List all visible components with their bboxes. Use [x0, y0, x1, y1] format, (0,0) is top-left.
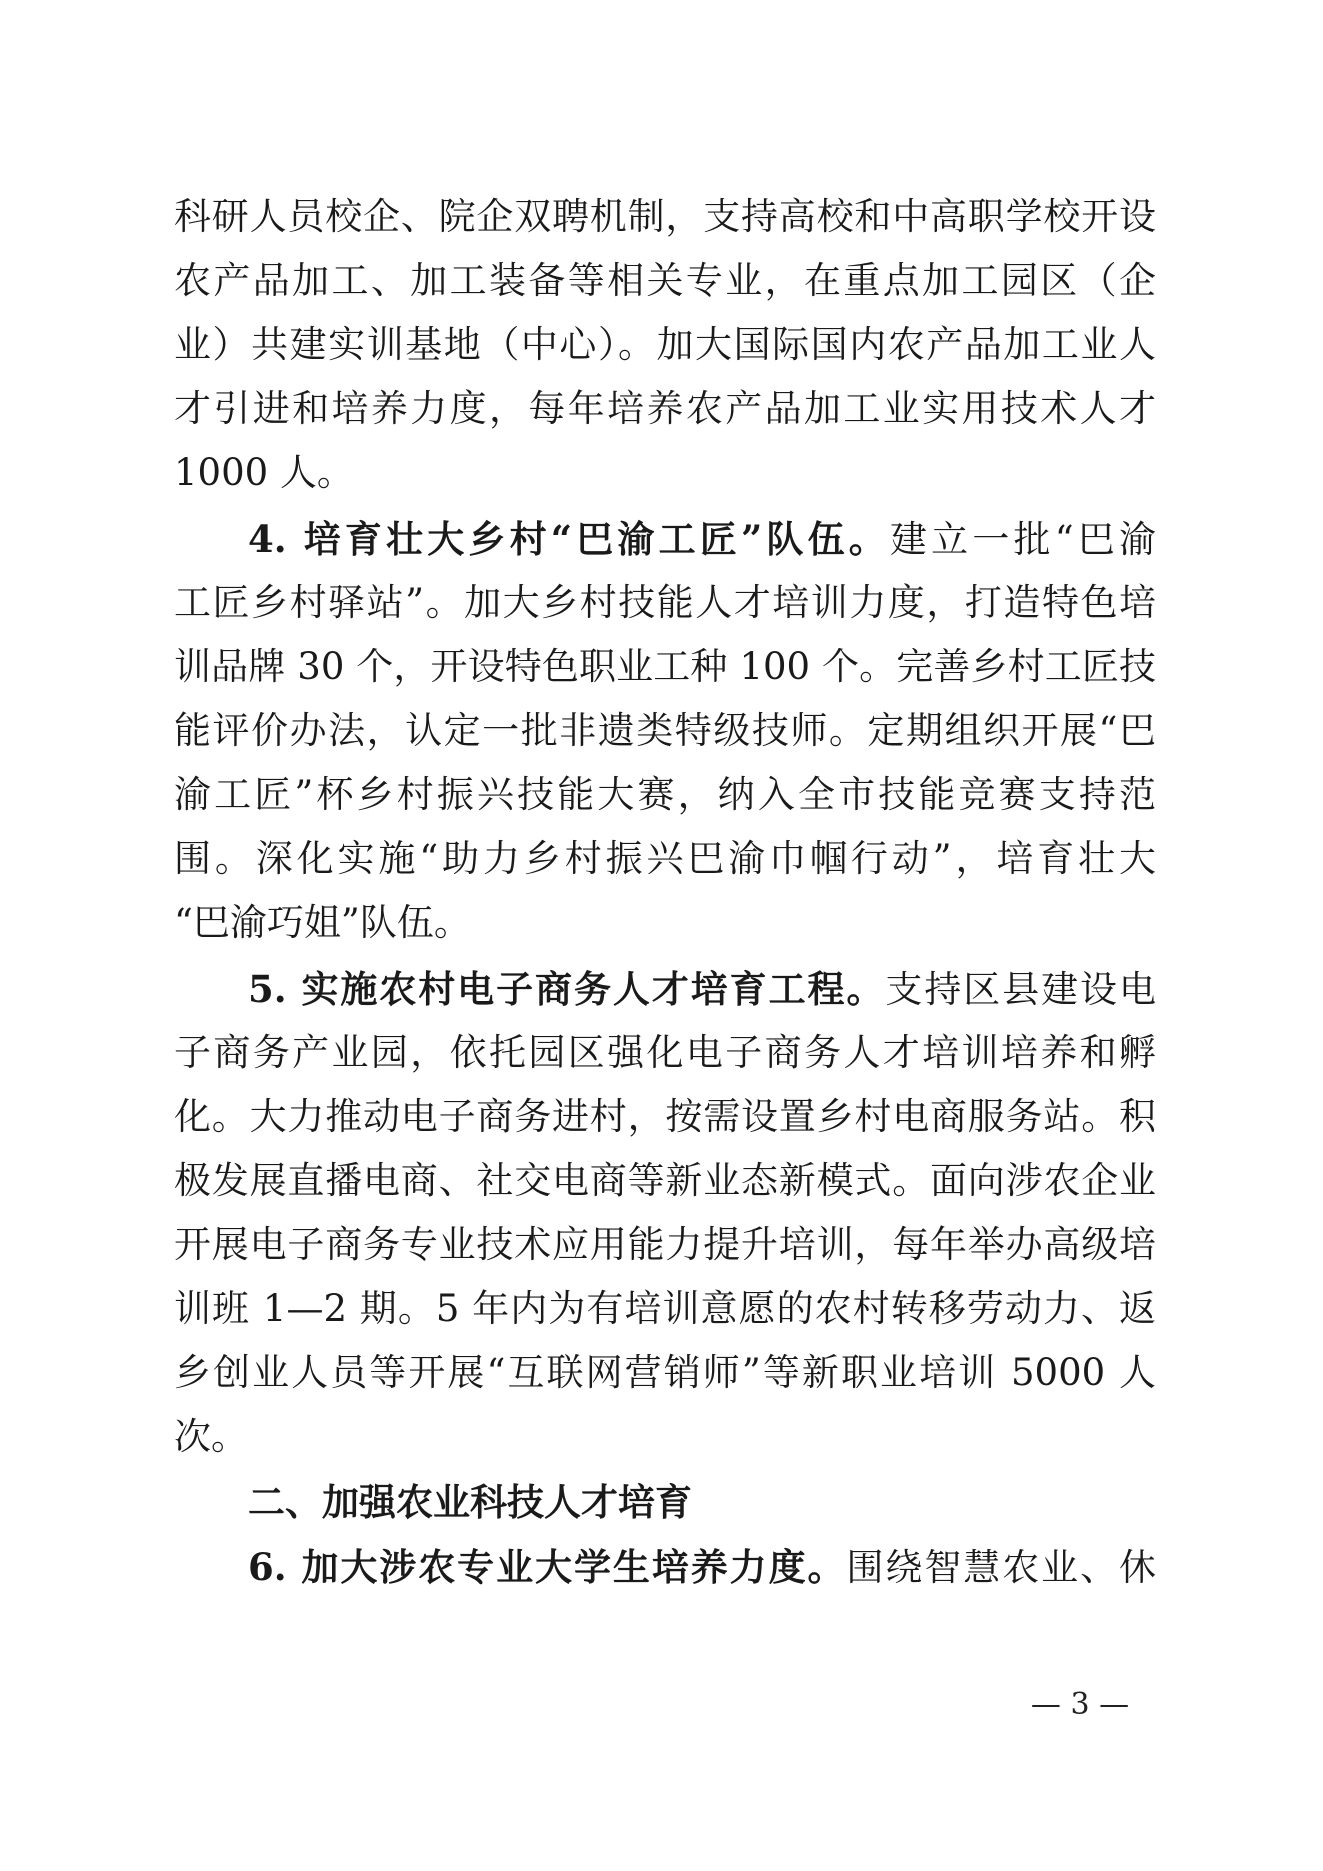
section-5-first-line-rest: 支持区县建设电	[885, 968, 1156, 1011]
section-5-first-line	[248, 964, 1156, 1014]
section-4-first-line-rest: 建立一批“巴渝	[889, 518, 1156, 561]
text-line: 极发展直播电商、社交电商等新业态新模式。面向涉农企业	[174, 1159, 1156, 1202]
text-line: 工匠乡村驿站”。加大乡村技能人才培训力度，打造特色培	[174, 581, 1156, 624]
text-line: 训品牌 30 个，开设特色职业工种 100 个。完善乡村工匠技	[174, 645, 1156, 688]
text-line: 业）共建实训基地（中心）。加大国际国内农产品加工业人	[174, 323, 1156, 366]
section-6-title: 6. 加大涉农专业大学生培养力度。	[248, 1545, 847, 1589]
section-6-first-line	[248, 1542, 1156, 1592]
text-line: 能评价办法，认定一批非遗类特级技师。定期组织开展“巴	[174, 709, 1156, 752]
text-line: 化。大力推动电子商务进村，按需设置乡村电商服务站。积	[174, 1095, 1156, 1138]
text-line: 训班 1—2 期。5 年内为有培训意愿的农村转移劳动力、返	[174, 1287, 1156, 1330]
section-4-first-line	[248, 514, 1156, 564]
text-line: “巴渝巧姐”队伍。	[174, 901, 471, 944]
text-line: 乡创业人员等开展“互联网营销师”等新职业培训 5000 人	[174, 1351, 1156, 1394]
section-4-title: 4. 培育壮大乡村“巴渝工匠”队伍。	[248, 517, 890, 561]
text-line: 农产品加工、加工装备等相关专业，在重点加工园区（企	[174, 259, 1156, 302]
text-line: 开展电子商务专业技术应用能力提升培训，每年举办高级培	[174, 1223, 1156, 1266]
text-line: 围。深化实施“助力乡村振兴巴渝巾帼行动”，培育壮大	[174, 837, 1156, 880]
text-line: 次。	[174, 1415, 248, 1458]
text-line: 1000 人。	[174, 451, 354, 494]
text-line: 才引进和培养力度，每年培养农产品加工业实用技术人才	[174, 387, 1156, 430]
section-heading: 二、加强农业科技人才培育	[248, 1481, 692, 1524]
page-number: — 3 —	[1030, 1687, 1130, 1722]
text-line: 子商务产业园，依托园区强化电子商务人才培训培养和孵	[174, 1031, 1156, 1074]
section-6-first-line-rest: 围绕智慧农业、休	[846, 1546, 1157, 1589]
text-line: 科研人员校企、院企双聘机制，支持高校和中高职学校开设	[174, 195, 1156, 238]
text-line: 渝工匠”杯乡村振兴技能大赛，纳入全市技能竞赛支持范	[174, 773, 1156, 816]
section-5-title: 5. 实施农村电子商务人才培育工程。	[248, 967, 886, 1011]
